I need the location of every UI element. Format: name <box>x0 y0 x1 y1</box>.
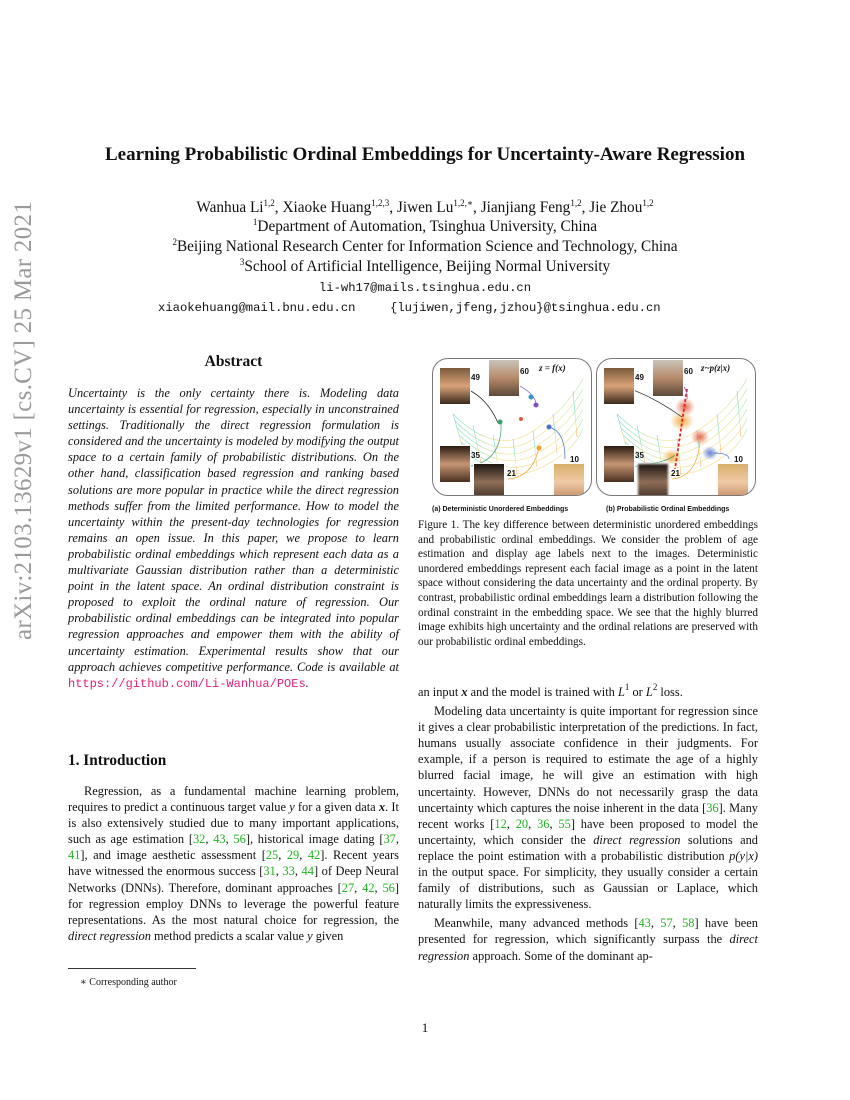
citation-link[interactable]: 55 <box>558 816 571 831</box>
face-image-49 <box>603 367 635 405</box>
citation-link[interactable]: 37 <box>383 832 396 847</box>
embedding-point <box>498 420 503 425</box>
author-line: Wanhua Li$^{1,2}$, Xiaoke Huang$^{1,2,3}$, Jiwen $Lu^{1,2,∗}$, Jianjiang Feng$^{1,2}$, Jie Zhou$^{1,2}$ <box>196 198 654 216</box>
citation-link[interactable]: 25 <box>265 848 279 863</box>
age-label: 21 <box>507 469 516 478</box>
embedding-point <box>534 403 539 408</box>
age-label: 10 <box>734 455 743 464</box>
embedding-point <box>529 395 534 400</box>
face-image-60 <box>652 359 684 397</box>
citation-link[interactable]: 43 <box>638 916 651 931</box>
intro-paragraph: Regression, as a fundamental machine learning problem, requires to predict a continuous target value y for a given data x. It is also extensively studied due to many important applications, such as age estimation [32, 43, 56], historical image dating [37, 41], and image aesthetic assessment [25, 29, 42]. Recent years have witnessed the enormous success [31, 33, 44] of Deep Neural Networks (DNNs). Therefore, dominant approaches [27, 42, 56] for regression employ DNNs to leverage the powerful feature representations. As the most natural choice for regression, the direct regression method predicts a scalar value y given <box>68 784 399 943</box>
affiliation-3 <box>0 258 850 276</box>
author-name: Jianjiang Feng <box>480 199 571 216</box>
author-mark: 1,2,3 <box>371 198 390 208</box>
citation-link[interactable]: 36 <box>706 800 719 815</box>
embedding-point <box>547 425 552 430</box>
paper-title: Learning Probabilistic Ordinal Embeddings for Uncertainty-Aware Regression <box>104 144 746 165</box>
abstract-text: Uncertainty is the only certainty there is. Modeling data uncertainty is essential for regression, especially in unconstrained settings. Traditionally the direct regression formulation is considered and the uncertainty is modeled by modifying the output space to a certain family of probabilistic distributions. On the other hand, classification based regression and ranking based solutions are more popular in practice while the direct regression methods suffer from the limited performance. How to model the uncertainty within the present-day technologies for regression remains an open issue. In this paper, we propose to learn probabilistic ordinal embeddings which represent each data as a multivariate Gaussian distribution rather than a deterministic point in the latent space. An ordinal distribution constraint is proposed to exploit the ordinal nature of regression. Our probabilistic ordinal embeddings can be integrated into popular regression approaches and empower them with the ability of uncertainty estimation. Experimental results show that our approach achieves competitive performance. Code is available at <box>68 386 399 674</box>
affiliation-mark: 3 <box>239 257 245 267</box>
affiliation-2 <box>0 238 850 256</box>
right-column-text <box>418 684 758 964</box>
author-name: Xiaoke Huang <box>282 199 372 216</box>
author-name: Jiwen Lu <box>396 199 454 216</box>
figure-panel-b <box>596 358 756 496</box>
citation-link[interactable]: 41 <box>68 848 81 863</box>
face-image-21 <box>473 463 505 496</box>
citation-link[interactable]: 58 <box>682 916 695 931</box>
age-label: 35 <box>635 451 644 460</box>
figure-caption: Figure 1. The key difference between deterministic unordered embeddings and probabilistic ordinal embeddings. We consider the problem of age estimation and display age labels next to the images. Deterministic unordered embeddings represent each facial image as a point in the latent space without considering the data uncertainty and the ordinal property. By contrast, probabilistic ordinal embeddings learn a distribution following the ordinal constraint in the embedding space. We see that the highly blurred image exhibits high uncertainty and the ordinal relations are preserved with our probabilistic ordinal embeddings. <box>418 519 758 648</box>
citation-link[interactable]: 56 <box>233 832 246 847</box>
paragraph: Meanwhile, many advanced methods [43, 57, 58] have been presented for regression, which significantly surpass the direct regression approach. Some of the dominant ap- <box>418 916 758 963</box>
embedding-point <box>537 446 542 451</box>
arxiv-side-stamp: arXiv:2103.13629v1 [cs.CV] 25 Mar 2021 <box>10 200 37 640</box>
age-label: 10 <box>570 455 579 464</box>
email-1: li-wh17@mails.tsinghua.edu.cn <box>318 281 532 295</box>
citation-link[interactable]: 33 <box>282 864 295 879</box>
affiliation-text: Department of Automation, Tsinghua University, China <box>257 218 598 235</box>
affiliation-mark: 1 <box>252 217 258 227</box>
citation-link[interactable]: 20 <box>515 816 529 831</box>
citation-link[interactable]: 43 <box>213 832 226 847</box>
citation-link[interactable]: 29 <box>286 848 300 863</box>
author-name: Jie Zhou <box>589 199 643 216</box>
code-link[interactable]: https://github.com/Li-Wanhua/POEs <box>68 676 306 691</box>
author-mark: 1,2,∗ <box>453 198 474 208</box>
face-image-35 <box>603 445 635 483</box>
citation-link[interactable]: 12 <box>494 816 507 831</box>
citation-link[interactable]: 56 <box>382 880 395 895</box>
author-mark: 1,2 <box>263 198 275 208</box>
face-image-35 <box>439 445 471 483</box>
footnote: ∗ Corresponding author <box>80 977 177 988</box>
author-mark: 1,2 <box>642 198 654 208</box>
age-label: 60 <box>520 367 529 376</box>
equation-label: z~p(z|x) <box>701 363 731 373</box>
face-image-10 <box>717 463 749 496</box>
citation-link[interactable]: 31 <box>263 864 276 879</box>
equation-label: z = f(x) <box>539 363 566 373</box>
embedding-point <box>519 417 523 421</box>
citation-link[interactable]: 36 <box>537 816 550 831</box>
section-heading-introduction: 1. Introduction <box>68 752 167 769</box>
citation-link[interactable]: 42 <box>362 880 375 895</box>
paragraph: an input x and the model is trained with $L^1$ or $L^2$ loss. <box>418 682 683 699</box>
age-label: 49 <box>635 373 644 382</box>
face-image-21-blurred <box>637 463 669 496</box>
face-image-49 <box>439 367 471 405</box>
citation-link[interactable]: 57 <box>660 916 673 931</box>
affiliation-text: Beijing National Research Center for Information Science and Technology, China <box>176 238 678 255</box>
affiliation-mark: 2 <box>172 237 177 247</box>
author-mark: 1,2 <box>570 198 582 208</box>
footnote-rule <box>68 968 196 969</box>
age-label: 60 <box>684 367 693 376</box>
face-image-60 <box>488 359 520 397</box>
face-image-10 <box>553 463 585 496</box>
figure-panel-a <box>432 358 592 496</box>
citation-link[interactable]: 44 <box>301 864 314 879</box>
page-number: 1 <box>421 1020 429 1035</box>
citation-link[interactable]: 27 <box>341 880 355 895</box>
age-label: 49 <box>471 373 480 382</box>
author-name: Wanhua Li <box>196 199 264 216</box>
age-label: 21 <box>671 469 680 478</box>
paragraph: Modeling data uncertainty is quite important for regression since it gives a clear probabilistic interpretation of the predictions. In fact, humans usually associate confidence in their judgments. For example, if a person is required to estimate the age of a highly blurred facial image, he will give an estimation with high uncertainty. However, DNNs do not necessarily grasp the data uncertainty which captures the noise inherent in the data [36]. Many recent works [12, 20, 36, 55] have been proposed to model the uncertainty, which consider the direct regression solutions and replace the point estimation with a probabilistic distribution p(y|x) in the output space. For simplicity, they usually consider a certain family of distributions, such as Gaussian or Laplace, which naturally limits the expressiveness. <box>418 704 758 912</box>
email-3: {lujiwen,jfeng,jzhou}@tsinghua.edu.cn <box>390 301 661 315</box>
citation-link[interactable]: 42 <box>307 848 321 863</box>
subcaption-a: (a) Deterministic Unordered Embeddings <box>432 506 569 513</box>
email-2: xiaokehuang@mail.bnu.edu.cn <box>158 301 356 315</box>
citation-link[interactable]: 32 <box>192 832 206 847</box>
affiliation-text: School of Artificial Intelligence, Beijing Normal University <box>244 258 611 275</box>
affiliation-1 <box>0 218 850 236</box>
subcaption-b: (b) Probabilistic Ordinal Embeddings <box>606 506 730 513</box>
abstract-body <box>68 385 399 692</box>
age-label: 35 <box>471 451 480 460</box>
abstract-end: . <box>305 675 309 690</box>
abstract-heading: Abstract <box>204 353 263 370</box>
